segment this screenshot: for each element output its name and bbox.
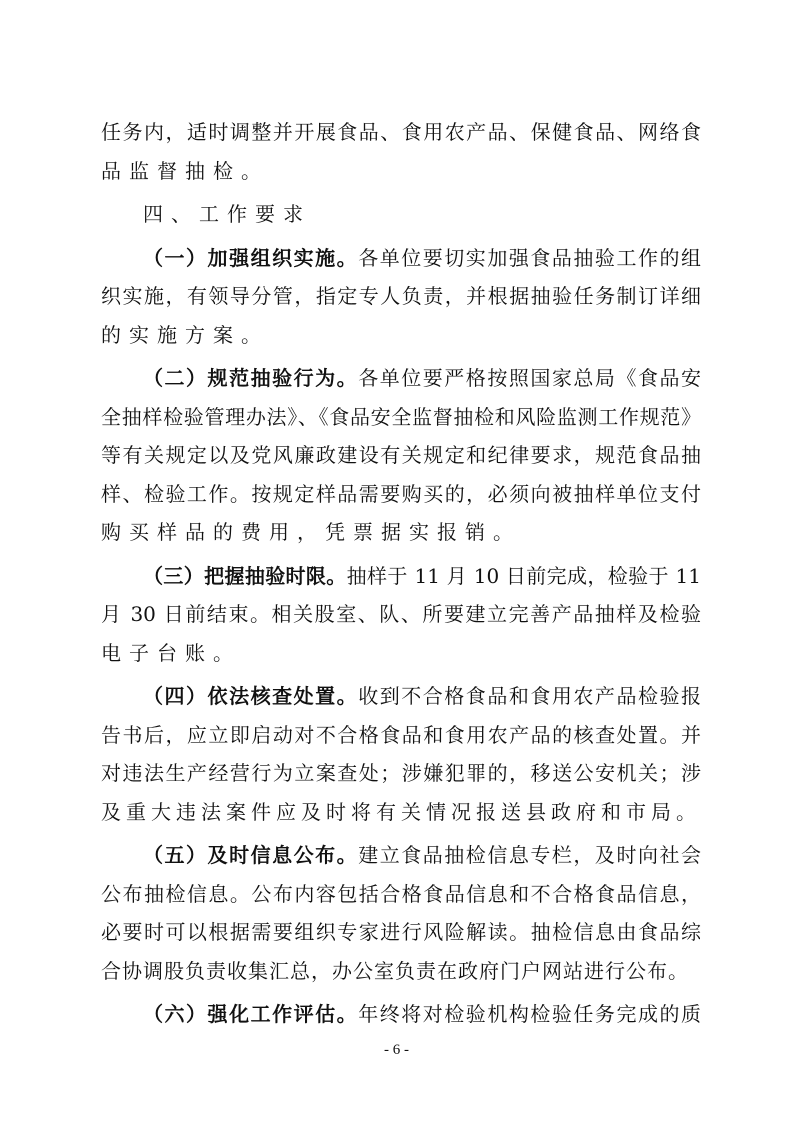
line-text: 告书后，应立即启动对不合格食品和食用农产品的核查处置。并 bbox=[101, 722, 701, 747]
line-text: 任务内，适时调整并开展食品、食用农产品、保健食品、网络食 bbox=[101, 120, 701, 144]
section-heading bbox=[101, 195, 701, 234]
paragraph bbox=[101, 995, 701, 1034]
text-line bbox=[101, 152, 701, 191]
paragraph-lead: （三）把握抽验时限。 bbox=[143, 563, 347, 588]
text-line bbox=[101, 475, 701, 514]
paragraph-lead: （六）强化工作评估。 bbox=[143, 1002, 359, 1026]
line-text: 等有关规定以及党风廉政建设有关规定和纪律要求，规范食品抽 bbox=[101, 443, 701, 467]
text-line bbox=[101, 113, 701, 152]
text-line bbox=[101, 436, 701, 475]
text-line bbox=[101, 595, 701, 634]
text-line bbox=[101, 316, 701, 355]
paragraph bbox=[101, 359, 701, 552]
page-number: - 6 - bbox=[384, 1042, 409, 1058]
document-body bbox=[101, 108, 701, 1034]
text-line bbox=[101, 793, 701, 832]
paragraph bbox=[101, 557, 701, 673]
line-text: 建立食品抽检信息专栏，及时向社会 bbox=[358, 843, 702, 867]
line-text: 织实施，有领导分管，指定专人负责，并根据抽验任务制订详细 bbox=[101, 284, 701, 308]
line-text: 的实施方案。 bbox=[101, 322, 269, 347]
text-line bbox=[101, 995, 701, 1034]
line-text: 月 30 日前结束。相关股室、队、所要建立完善产品抽样及检验 bbox=[101, 602, 701, 626]
paragraph bbox=[101, 836, 701, 990]
paragraph bbox=[101, 677, 701, 831]
text-line bbox=[101, 875, 701, 914]
text-line bbox=[101, 677, 701, 716]
line-text: 电子台账。 bbox=[101, 640, 241, 665]
text-line bbox=[101, 634, 701, 673]
line-text: 及重大违法案件应及时将有关情况报送县政府和市局。 bbox=[101, 799, 701, 824]
text-line bbox=[101, 359, 701, 398]
line-text: 各单位要严格按照国家总局《食品安 bbox=[358, 366, 702, 390]
text-line bbox=[101, 754, 701, 793]
paragraph-lead: （一）加强组织实施。 bbox=[143, 245, 359, 270]
line-text: 样、检验工作。按规定样品需要购买的，必须向被抽样单位支付 bbox=[101, 481, 701, 506]
paragraph bbox=[101, 113, 701, 190]
paragraph-lead: （四）依法核查处置。 bbox=[143, 684, 359, 708]
text-line bbox=[101, 277, 701, 316]
paragraph-lead: （二）规范抽验行为。 bbox=[143, 366, 359, 390]
text-line bbox=[101, 239, 701, 278]
line-text: 年终将对检验机构检验任务完成的质 bbox=[358, 1002, 702, 1026]
line-text: 品监督抽检。 bbox=[101, 158, 269, 183]
line-text: 必要时可以根据需要组织专家进行风险解读。抽检信息由食品综 bbox=[101, 920, 701, 944]
text-line bbox=[101, 836, 701, 875]
text-line bbox=[101, 952, 701, 991]
line-text: 公布抽检信息。公布内容包括合格食品信息和不合格食品信息， bbox=[101, 881, 701, 906]
paragraph bbox=[101, 239, 701, 355]
text-line bbox=[101, 557, 701, 596]
line-text: 全抽样检验管理办法》、《食品安全监督抽检和风险监测工作规范》 bbox=[101, 404, 701, 429]
line-text: 抽样于 11 月 10 日前完成，检验于 11 bbox=[346, 563, 701, 588]
paragraph-lead: （五）及时信息公布。 bbox=[143, 843, 359, 867]
line-text: 各单位要切实加强食品抽验工作的组 bbox=[358, 245, 702, 270]
heading-text: 四、工作要求 bbox=[143, 202, 311, 226]
line-text: 购买样品的费用，凭票据实报销。 bbox=[101, 520, 521, 544]
line-text: 收到不合格食品和食用农产品检验报 bbox=[358, 684, 702, 708]
line-text: 对违法生产经营行为立案查处；涉嫌犯罪的，移送公安机关；涉 bbox=[101, 761, 701, 785]
text-line bbox=[101, 913, 701, 952]
text-line bbox=[101, 513, 701, 552]
text-line bbox=[101, 716, 701, 755]
text-line bbox=[101, 398, 701, 437]
line-text: 合协调股负责收集汇总，办公室负责在政府门户网站进行公布。 bbox=[101, 958, 689, 983]
